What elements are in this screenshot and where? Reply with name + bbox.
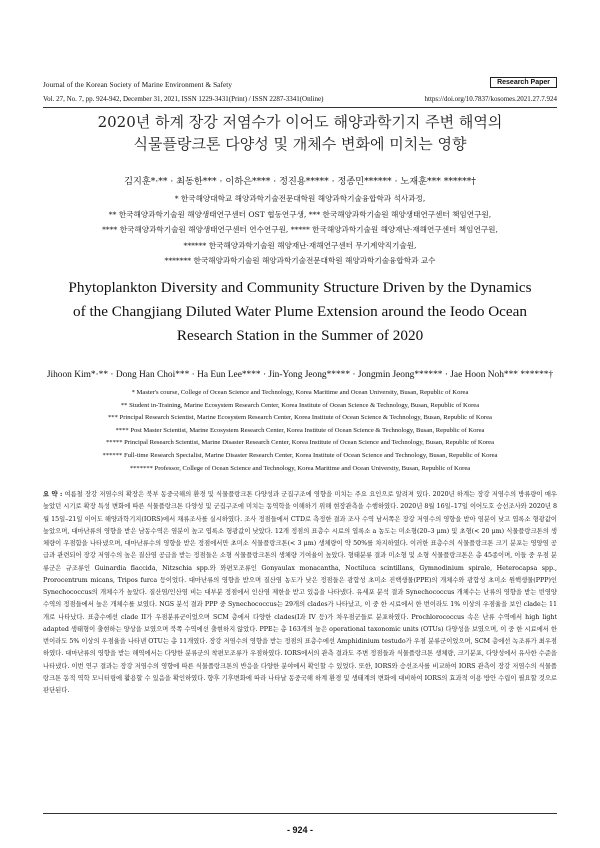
korean-affiliation-line: ******* 한국해양과학기술원 해양과학기술전문대학원 해양과학기술융합학과 교수: [164, 256, 436, 265]
korean-affiliation-line: * 한국해양대학교 해양과학기술전문대학원 해양과학기술융합학과 석사과정,: [174, 194, 426, 203]
english-affiliations: [43, 387, 557, 475]
korean-title: [43, 111, 557, 155]
english-affiliation-line: **** Post Master Scientist, Marine Ecosystem Research Center, Korea Institute of Ocean Science & Technology, Busan, Republic of Korea: [115, 426, 485, 434]
page-number: - 924 -: [286, 825, 313, 835]
english-affiliation-line: * Master's course, College of Ocean Science and Technology, Korea Maritime and Ocean University, Busan, Republic of Korea: [131, 389, 469, 396]
abstract-block: [43, 489, 557, 814]
doi-link[interactable]: https://doi.org/10.7837/kosomes.2021.27.7.924: [424, 95, 557, 103]
english-affiliation-line: *** Principal Research Scientist, Marine Ecosystem Research Center, Korea Institute of Ocean Science & Technology, Busan, Republic of Korea: [108, 414, 492, 422]
korean-title-line: 식물플랑크톤 다양성 및 개체수 변화에 미치는 영향: [133, 135, 467, 153]
korean-affiliation-line: ****** 한국해양과학기술원 해양재난·재해연구센터 무기계약직기술원,: [183, 240, 417, 250]
abstract-text: 여름철 장강 저염수의 확장은 북부 동중국해의 환경 및 식물플랑크톤 다양성과 군집구조에 영향을 미치는 주요 요인으로 알려져 있다. 2020년 하계는 장강 저염수의 방류량이 매우 높았던 시기로 확장 특성 변화에 따른 식물플랑크톤 다양성 및 군집구조에 미치는 동역학을 이해하기 위해 현장관측을 수행하였다. 2020년 8월 16일–17일 이어도호 승선조사와 2020년 8월 15일–21일 이어도 해양과학기지(IORS)에서 채류조사를 실시하였다. 조사 정점들에서 CTD로 측정한 결과 조사 수역 남서쪽은 장강 저염수의 영향을 받아 염분이 낮고 엽록소 형광값이 높았으며, 대마난류의 영향을 받은 남동수역은 염분이 높고 엽록소 형광값이 낮았다. 12개 정점의 표층수 시료의 엽록소 a 농도는 미소형(20–3 μm) 및 초형(< 20 μm) 식물플랑크톤의 생체량이 우점함을 나타냈으며, 대마난류수의 영향을 받은 정점에서만 초미소 식물플랑크톤(< 3 μm) 생체량이 약 50%를 차지하였다. 이러한 표층수의 식물플랑크톤 크기 분포는 영양염 공급과 관련되어 장강 저염수의 높은 질산염 공급을 받는 정점들은 소형 식물플랑크톤의 생체량 기여율이 높았다. 형태분류 결과 미소형 및 소형 식물플랑크톤은 총 45종이며, 이들 중 우점 분류군은 규조류인 Guinardia flaccida, Nitzschia spp.와 와편모조류인 Gonyaulax monacantha, Noctiluca scintillans, Gymnodinium spirale, Heterocapsa spp., Prorocentrum micans, Tripos furca 등이었다. 대마난류의 영향을 받으며 질산염 농도가 낮은 정점들은 광합성 초미소 진핵생물(PPE)의 개체수와 광합성 초미소 원핵생물(PPP)인 Synechococcus의 개체수가 높았다. 질산염/인산염 비는 대부분 정점에서 인산염 제한을 받고 있음을 나타냈다. 유세포 분석 결과 Synechococcus 개체수는 난류의 영향을 받는 빈영양 수역의 정점들에서 높은 개체수를 보였다. NGS 분석 결과 PPP 중 Synechococcus는 29개의 clades가 나타났고, 이 중 한 시료에서 한 번이라도 1% 이상의 우점율을 보인 clade는 11개로 나타났다. 표층수에선 clade II가 우점분류군이었으며 SCM 층에서 다양한 clades(I과 IV 등)가 차우점군들로 분포하였다. Prochlorococcus 속은 난류 수역에서 high light adapted 생태형이 출현하는 양상을 보였으며 북쪽 수역에선 출현하지 않았다. PPE는 총 163개의 높은 operational taxonomic units (OTUs) 다양성을 보였으며, 이 중 한 시료에서 한 번이라도 5% 이상의 우점율을 나타낸 OTU는 총 11개였다. 장강 저염수의 영향을 받는 정점의 표층수에선 Amphidinium testudo가 우점 분류군이었으며, SCM 층에선 녹조류가 최우점하였다. 대마난류의 영향을 받는 해역에서는 다양한 분류군의 착편모조류가 우점하였다. IORS에서의 관측 결과도 주변 정점들과 식물플랑크톤 생체량, 크기분포, 다양성에서 유사한 수준을 나타냈다. 이번 연구 결과는 장강 저염수의 영향에 따른 식물플랑크톤의 반응을 다양한 분야에서 확인할 수 있었다. 또한, IORS와 승선조사를 비교하여 IORS 관측이 장강 저염수의 식물플랑크톤 동적 역학 모니터링에 활용할 수 있음을 확인하였다. 향후 기후변화에 따라 나타날 동중국해 하계 환경 및 생태계의 변화에 대비하여 IORS의 효과적 이용 방안 수립이 필요할 것으로 판단된다.: [43, 491, 557, 694]
abstract-label: 요 약 :: [43, 491, 63, 498]
english-title-line: Research Station in the Summer of 2020: [176, 327, 424, 344]
footer-rule: [43, 813, 557, 814]
header-rule: [43, 107, 557, 108]
citation-line: [43, 95, 557, 103]
english-authors: Jihoon Kim*·** · Dong Han Choi*** · Ha Eun Lee**** · Jin-Yong Jeong***** · Jongmin Jeong****** · Jae Hoon Noh*** ******†: [46, 370, 554, 380]
english-title: [36, 276, 564, 348]
korean-authors: 김지훈*·** · 최동한*** · 이하은**** · 정진용***** · 정종민****** · 노재훈*** ******†: [124, 176, 476, 187]
korean-affiliation-line: **** 한국해양과학기술원 해양생태연구센터 연수연구원, ***** 한국해양과학기술원 해양재난·재해연구센터 책임연구원,: [102, 225, 498, 234]
korean-title-line: 2020년 하계 장강 저염수가 이어도 해양과학기지 주변 해역의: [97, 113, 503, 131]
article-type-badge: Research Paper: [490, 77, 557, 88]
journal-name: Journal of the Korean Society of Marine Environment & Safety: [43, 81, 233, 89]
english-title-line: Phytoplankton Diversity and Community Structure Driven by the Dynamics: [68, 279, 532, 296]
korean-affiliation-line: ** 한국해양과학기술원 해양생태연구센터 OST 협동연구생, *** 한국해양과학기술원 해양생태연구센터 책임연구원,: [108, 209, 492, 219]
english-affiliation-line: ** Student in-Training, Marine Ecosystem Research Center, Korea Institute of Ocean Science & Technology, Busan, Republic of Korea: [120, 401, 480, 409]
citation-text: Vol. 27, No. 7, pp. 924-942, December 31, 2021, ISSN 1229-3431(Print) / ISSN 2287-3341(Online): [43, 95, 324, 103]
korean-affiliations: [43, 191, 557, 269]
english-affiliation-line: ****** Full-time Research Specialist, Marine Disaster Research Center, Korea Institute of Ocean Science and Technology, Busan, Republic of Korea: [102, 451, 498, 459]
english-affiliation-line: ***** Principal Research Scientist, Marine Disaster Research Center, Korea Institute of Ocean Science and Technology, Busan, Republic of Korea: [106, 439, 494, 447]
english-affiliation-line: ******* Professor, College of Ocean Science and Technology, Korea Maritime and Ocean University, Busan, Republic of Korea: [129, 464, 471, 472]
english-title-line: of the Changjiang Diluted Water Plume Extension around the Ieodo Ocean: [73, 303, 527, 320]
